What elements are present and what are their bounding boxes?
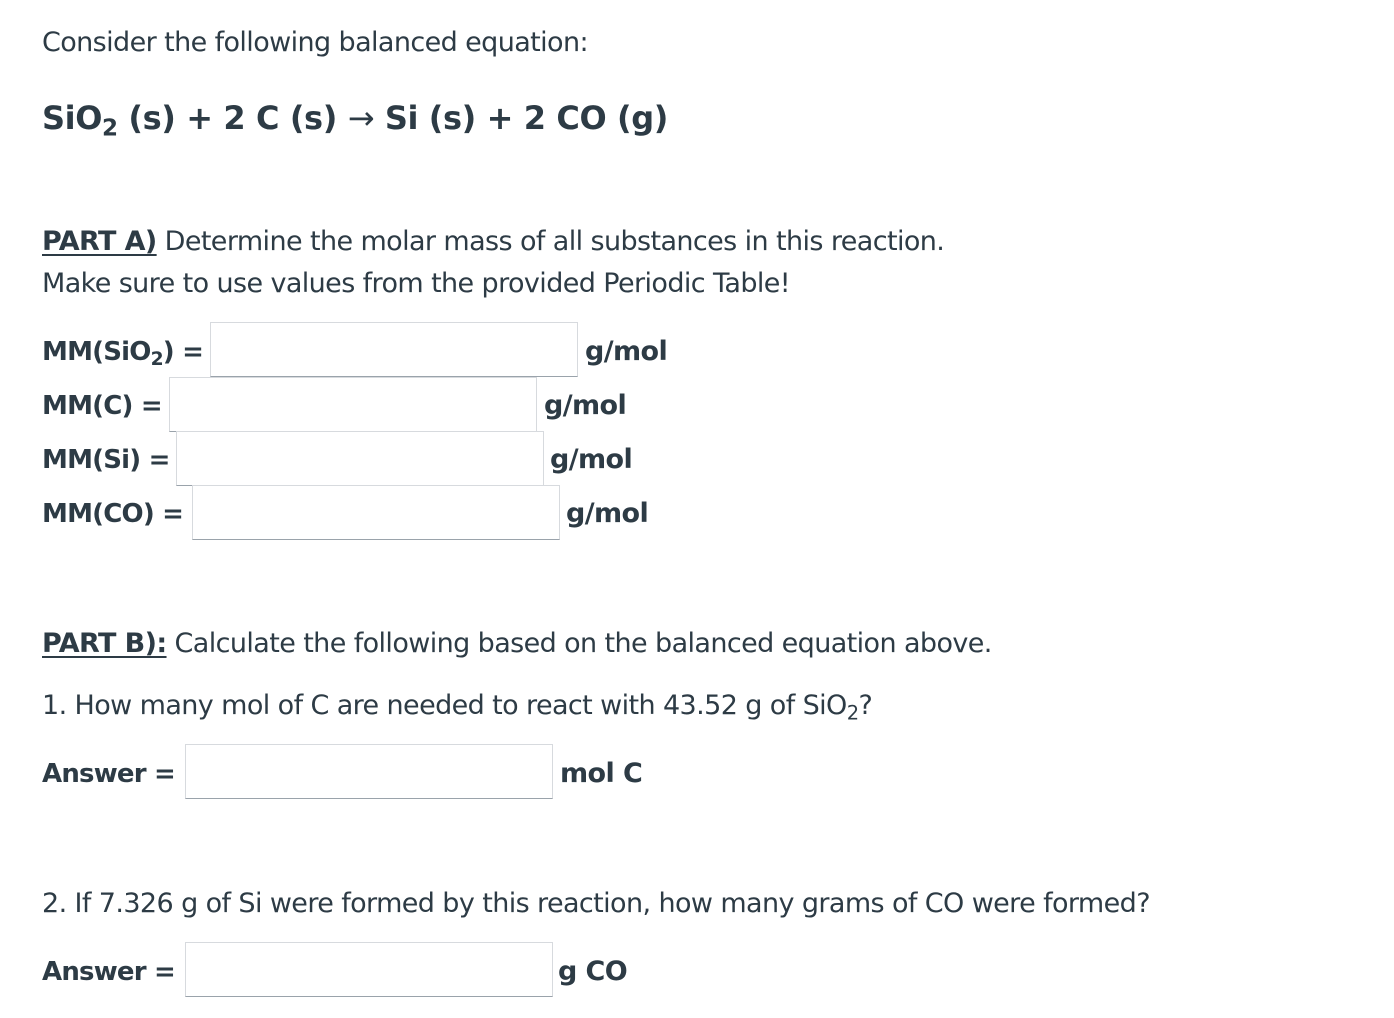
answer-1-unit: mol C [560, 758, 643, 789]
part-b-heading [42, 628, 992, 660]
arrow-icon: → [347, 99, 375, 137]
equation-subscript: 2 [102, 115, 118, 142]
answer-2-label: Answer = [42, 957, 176, 987]
equation-reactant-sio2: SiO [42, 99, 103, 137]
mm-si-input[interactable] [176, 431, 544, 486]
question-1-end: ? [858, 690, 873, 721]
answer-1-input[interactable] [185, 744, 553, 799]
balanced-equation [42, 98, 668, 142]
part-a-label: PART A) [42, 226, 157, 257]
mm-co-label: MM(CO) = [42, 499, 184, 529]
mm-c-unit: g/mol [544, 390, 627, 421]
mm-co-input[interactable] [192, 485, 560, 540]
mm-sio2-unit: g/mol [585, 336, 668, 367]
mm-c-label: MM(C) = [42, 391, 162, 421]
mm-sio2-input[interactable] [210, 322, 578, 377]
part-a-instruction: Determine the molar mass of all substances in this reaction. [156, 226, 945, 257]
mm-si-unit: g/mol [550, 444, 633, 475]
part-b-instruction: Calculate the following based on the balanced equation above. [166, 628, 992, 659]
question-1-body: 1. How many mol of C are needed to react with 43.52 g of SiO [42, 690, 847, 721]
mm-sio2-label-subscript: 2 [150, 349, 163, 371]
question-1-subscript: 2 [846, 701, 859, 725]
answer-2-unit: g CO [558, 956, 628, 987]
answer-2-input[interactable] [185, 942, 553, 997]
intro-text: Consider the following balanced equation: [42, 27, 588, 58]
mm-sio2-label [42, 336, 204, 371]
equation-reactants: (s) + 2 C (s) [117, 99, 348, 137]
equation-products: Si (s) + 2 CO (g) [374, 99, 668, 137]
mm-si-label: MM(Si) = [42, 445, 170, 475]
mm-sio2-label-suffix: ) = [162, 337, 204, 367]
mm-sio2-label-text: MM(SiO [42, 337, 151, 367]
mm-co-unit: g/mol [566, 498, 649, 529]
part-a-note: Make sure to use values from the provided Periodic Table! [42, 268, 791, 299]
question-2-text: 2. If 7.326 g of Si were formed by this reaction, how many grams of CO were formed? [42, 888, 1150, 919]
answer-1-label: Answer = [42, 759, 176, 789]
question-1-text [42, 690, 873, 725]
mm-c-input[interactable] [169, 377, 537, 432]
part-a-heading [42, 226, 944, 258]
part-b-label: PART B): [42, 628, 167, 659]
